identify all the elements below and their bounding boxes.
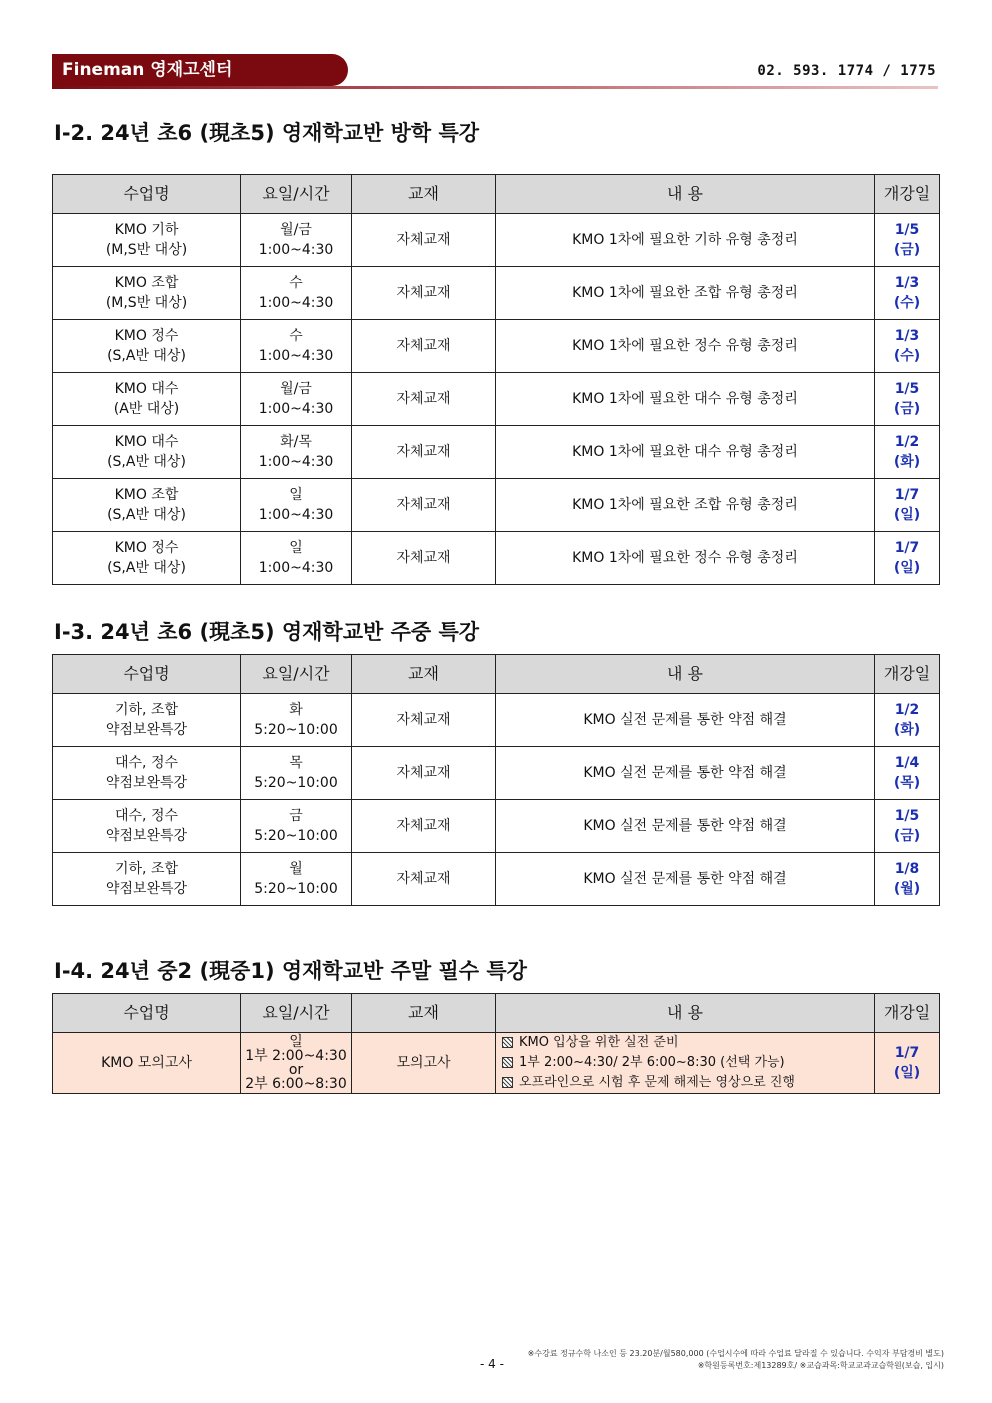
table-row	[53, 853, 940, 906]
start-date: (금)	[893, 242, 921, 258]
textbook-cell: 자체교재	[352, 426, 496, 479]
footer-notes	[528, 1348, 944, 1372]
table-row	[53, 800, 940, 853]
column-header: 내 용	[496, 175, 875, 214]
course-name: KMO 대수	[114, 381, 179, 397]
start-date-cell	[875, 747, 940, 800]
course-name-cell	[53, 800, 241, 853]
start-date: (일)	[893, 1065, 921, 1081]
phone-number: 02. 593. 1774 / 1775	[757, 63, 936, 79]
checkbox-icon	[502, 1057, 513, 1068]
schedule-cell	[241, 747, 352, 800]
start-date: 1/3	[894, 275, 920, 291]
table-header-row	[53, 655, 940, 694]
schedule-table	[52, 993, 940, 1094]
start-date: (화)	[893, 454, 921, 470]
start-date: 1/3	[894, 328, 920, 344]
content-bullet	[502, 1053, 874, 1073]
start-date: 1/4	[894, 755, 920, 771]
schedule-time: 화/목	[280, 434, 312, 450]
schedule-table	[52, 174, 940, 585]
textbook-cell: 자체교재	[352, 214, 496, 267]
content-cell: KMO 실전 문제를 통한 약점 해결	[496, 800, 875, 853]
table-row	[53, 747, 940, 800]
course-name: (M,S반 대상)	[105, 242, 188, 258]
course-name-cell	[53, 267, 241, 320]
content-bullet	[502, 1033, 874, 1053]
registration-note: ※학원등록번호:제13289호/ ※교습과목:학교교과교습학원(보습, 입시)	[697, 1361, 944, 1370]
start-date: 1/7	[894, 540, 920, 556]
content-cell: KMO 1차에 필요한 정수 유형 총정리	[496, 532, 875, 585]
schedule-time: 화	[289, 702, 303, 718]
schedule-cell	[241, 320, 352, 373]
start-date: 1/7	[894, 487, 920, 503]
schedule-cell	[241, 800, 352, 853]
column-header: 내 용	[496, 655, 875, 694]
content-cell: KMO 실전 문제를 통한 약점 해결	[496, 853, 875, 906]
schedule-time: 월/금	[280, 222, 312, 238]
schedule-time: 1:00~4:30	[258, 454, 334, 470]
start-date: (목)	[893, 775, 921, 791]
schedule-cell	[241, 426, 352, 479]
content-cell: KMO 1차에 필요한 대수 유형 총정리	[496, 373, 875, 426]
content-cell: KMO 1차에 필요한 조합 유형 총정리	[496, 479, 875, 532]
content-cell: KMO 실전 문제를 통한 약점 해결	[496, 694, 875, 747]
schedule-time: 1부 2:00~4:30	[245, 1048, 347, 1064]
start-date-cell	[875, 320, 940, 373]
schedule-cell	[241, 373, 352, 426]
course-name: KMO 정수	[114, 540, 179, 556]
course-name: 약점보완특강	[105, 775, 188, 791]
textbook-cell: 자체교재	[352, 320, 496, 373]
textbook-cell: 자체교재	[352, 373, 496, 426]
table-row	[53, 1033, 940, 1094]
schedule-time: 금	[289, 808, 303, 824]
table-row	[53, 479, 940, 532]
start-date: (수)	[893, 348, 921, 364]
course-name: (M,S반 대상)	[105, 295, 188, 311]
start-date-cell	[875, 214, 940, 267]
course-name-cell	[53, 694, 241, 747]
start-date: (금)	[893, 401, 921, 417]
brand-banner: Fineman 영재고센터	[52, 54, 348, 86]
schedule-time: 5:20~10:00	[254, 828, 338, 844]
textbook-cell: 자체교재	[352, 532, 496, 585]
course-name-cell	[53, 853, 241, 906]
start-date: 1/8	[894, 861, 920, 877]
schedule-time: 1:00~4:30	[258, 401, 334, 417]
schedule-time: or	[288, 1062, 304, 1078]
column-header: 수업명	[53, 655, 241, 694]
schedule-time: 1:00~4:30	[258, 242, 334, 258]
column-header: 교재	[352, 655, 496, 694]
course-name: (A반 대상)	[113, 401, 180, 417]
content-cell: KMO 1차에 필요한 대수 유형 총정리	[496, 426, 875, 479]
schedule-cell	[241, 532, 352, 585]
schedule-time: 1:00~4:30	[258, 560, 334, 576]
schedule-time: 5:20~10:00	[254, 881, 338, 897]
schedule-time: 일	[289, 1034, 303, 1050]
start-date: 1/5	[894, 381, 920, 397]
bullet-text: KMO 입상을 위한 실전 준비	[519, 1035, 679, 1050]
course-name: KMO 정수	[114, 328, 179, 344]
start-date-cell	[875, 479, 940, 532]
course-name: 약점보완특강	[105, 828, 188, 844]
schedule-time: 5:20~10:00	[254, 775, 338, 791]
start-date: 1/7	[894, 1045, 920, 1061]
start-date: 1/2	[894, 434, 920, 450]
section-title: Ⅰ-2. 24년 초6 (現초5) 영재학교반 방학 특강	[54, 121, 480, 145]
course-name: 약점보완특강	[105, 722, 188, 738]
schedule-time: 월/금	[280, 381, 312, 397]
section-title: Ⅰ-3. 24년 초6 (現초5) 영재학교반 주중 특강	[54, 620, 480, 644]
schedule-cell	[241, 267, 352, 320]
bullet-text: 1부 2:00~4:30/ 2부 6:00~8:30 (선택 가능)	[519, 1055, 785, 1070]
course-name: (S,A반 대상)	[107, 454, 186, 470]
textbook-cell: 자체교재	[352, 479, 496, 532]
schedule-cell	[241, 694, 352, 747]
start-date: 1/5	[894, 808, 920, 824]
schedule-cell	[241, 853, 352, 906]
header-rule	[52, 86, 938, 89]
start-date: 1/2	[894, 702, 920, 718]
start-date: 1/5	[894, 222, 920, 238]
course-name: (S,A반 대상)	[107, 507, 186, 523]
schedule-time: 월	[289, 861, 303, 877]
content-cell: KMO 실전 문제를 통한 약점 해결	[496, 747, 875, 800]
schedule-time: 1:00~4:30	[258, 507, 334, 523]
content-cell: KMO 1차에 필요한 정수 유형 총정리	[496, 320, 875, 373]
column-header: 개강일	[875, 655, 940, 694]
column-header: 요일/시간	[241, 994, 352, 1033]
textbook-cell: 자체교재	[352, 747, 496, 800]
schedule-time: 일	[289, 487, 303, 503]
schedule-cell	[241, 479, 352, 532]
table-row	[53, 694, 940, 747]
schedule-cell	[241, 1033, 352, 1094]
course-name: KMO 조합	[114, 487, 179, 503]
course-name-cell	[53, 320, 241, 373]
start-date: (수)	[893, 295, 921, 311]
course-name: 대수, 정수	[115, 808, 178, 824]
table-header-row	[53, 994, 940, 1033]
column-header: 개강일	[875, 175, 940, 214]
course-name-cell	[53, 532, 241, 585]
column-header: 교재	[352, 175, 496, 214]
start-date-cell	[875, 853, 940, 906]
start-date: (일)	[893, 560, 921, 576]
start-date-cell	[875, 532, 940, 585]
tuition-note: ※수강료 정규수학 나소인 등 23.20분/월580,000 (수업시수에 따라 수업료 달라질 수 있습니다. 수익자 부담경비 별도)	[527, 1349, 944, 1358]
bullet-text: 오프라인으로 시험 후 문제 해제는 영상으로 진행	[519, 1075, 795, 1090]
course-name: (S,A반 대상)	[107, 560, 186, 576]
table-row	[53, 532, 940, 585]
checkbox-icon	[502, 1037, 513, 1048]
schedule-cell	[241, 214, 352, 267]
start-date-cell	[875, 267, 940, 320]
schedule-time: 목	[289, 755, 303, 771]
course-name: (S,A반 대상)	[107, 348, 186, 364]
textbook-cell: 모의고사	[352, 1033, 496, 1094]
checkbox-icon	[502, 1077, 513, 1088]
course-name: KMO 조합	[114, 275, 179, 291]
course-name-cell	[53, 479, 241, 532]
content-cell	[496, 1033, 875, 1094]
start-date-cell	[875, 694, 940, 747]
column-header: 개강일	[875, 994, 940, 1033]
start-date-cell	[875, 1033, 940, 1094]
start-date: (금)	[893, 828, 921, 844]
column-header: 요일/시간	[241, 655, 352, 694]
column-header: 수업명	[53, 994, 241, 1033]
content-cell: KMO 1차에 필요한 조합 유형 총정리	[496, 267, 875, 320]
textbook-cell: 자체교재	[352, 267, 496, 320]
course-name-cell	[53, 426, 241, 479]
column-header: 요일/시간	[241, 175, 352, 214]
course-name: 대수, 정수	[115, 755, 178, 771]
course-name: KMO 모의고사	[101, 1055, 192, 1071]
content-cell: KMO 1차에 필요한 기하 유형 총정리	[496, 214, 875, 267]
table-row	[53, 320, 940, 373]
course-name-cell	[53, 373, 241, 426]
textbook-cell: 자체교재	[352, 853, 496, 906]
schedule-time: 수	[289, 328, 303, 344]
page-number: - 4 -	[480, 1357, 504, 1371]
table-row	[53, 373, 940, 426]
table-row	[53, 267, 940, 320]
course-name: 기하, 조합	[115, 861, 178, 877]
course-name-cell	[53, 747, 241, 800]
start-date: (월)	[893, 881, 921, 897]
section-title: Ⅰ-4. 24년 중2 (現중1) 영재학교반 주말 필수 특강	[54, 959, 527, 983]
table-header-row	[53, 175, 940, 214]
column-header: 교재	[352, 994, 496, 1033]
course-name: KMO 대수	[114, 434, 179, 450]
schedule-time: 5:20~10:00	[254, 722, 338, 738]
course-name-cell	[53, 214, 241, 267]
start-date-cell	[875, 426, 940, 479]
column-header: 수업명	[53, 175, 241, 214]
start-date: (화)	[893, 722, 921, 738]
column-header: 내 용	[496, 994, 875, 1033]
course-name: KMO 기하	[114, 222, 179, 238]
course-name: 약점보완특강	[105, 881, 188, 897]
content-bullet	[502, 1073, 874, 1093]
schedule-time: 일	[289, 540, 303, 556]
course-name-cell	[53, 1033, 241, 1094]
course-name: 기하, 조합	[115, 702, 178, 718]
table-row	[53, 214, 940, 267]
textbook-cell: 자체교재	[352, 694, 496, 747]
table-row	[53, 426, 940, 479]
schedule-time: 1:00~4:30	[258, 348, 334, 364]
textbook-cell: 자체교재	[352, 800, 496, 853]
schedule-time: 2부 6:00~8:30	[245, 1076, 347, 1092]
start-date-cell	[875, 800, 940, 853]
page-header	[52, 54, 938, 90]
start-date-cell	[875, 373, 940, 426]
schedule-time: 수	[289, 275, 303, 291]
start-date: (일)	[893, 507, 921, 523]
schedule-table	[52, 654, 940, 906]
schedule-time: 1:00~4:30	[258, 295, 334, 311]
